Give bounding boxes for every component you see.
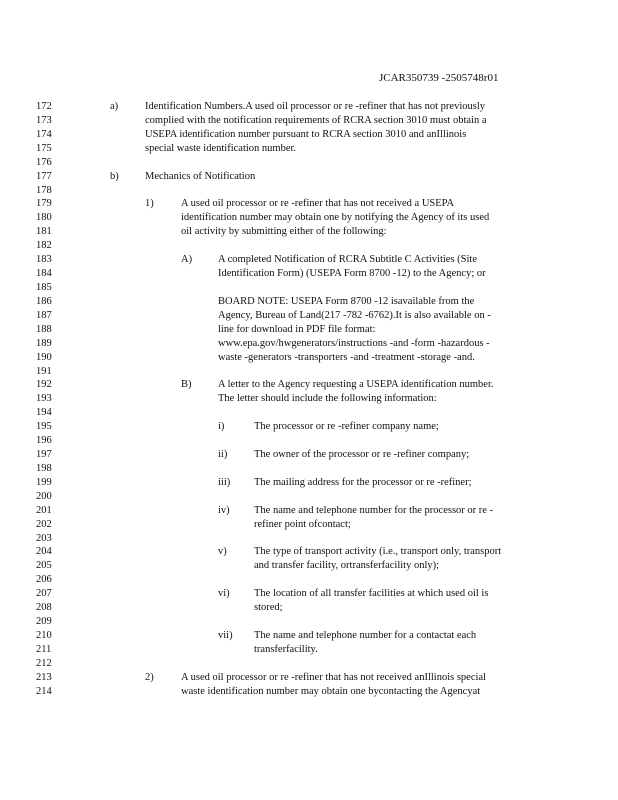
document-line bbox=[0, 197, 618, 211]
line-number: 186 bbox=[36, 295, 52, 307]
document-line bbox=[0, 295, 618, 309]
document-line bbox=[0, 225, 618, 239]
line-number: 210 bbox=[36, 630, 52, 641]
document-line bbox=[0, 671, 618, 685]
line-text: identification number may obtain one by notifying the Agency of its used bbox=[181, 212, 490, 224]
line-number: 179 bbox=[36, 198, 52, 210]
line-text: The name and telephone number for a contactat each bbox=[254, 630, 477, 641]
list-marker: a) bbox=[110, 101, 119, 112]
document-line bbox=[0, 337, 618, 351]
document-line bbox=[0, 281, 618, 295]
line-text: USEPA identification number pursuant to RCRA section 3010 and anIllinois bbox=[145, 128, 467, 140]
document-line bbox=[0, 518, 618, 532]
document-line bbox=[0, 462, 618, 476]
line-number: 188 bbox=[36, 323, 52, 335]
document-line bbox=[0, 629, 618, 643]
document-line bbox=[0, 587, 618, 601]
line-text: waste identification number may obtain one bycontacting the Agencyat bbox=[181, 685, 481, 697]
document-line bbox=[0, 392, 618, 406]
document-line bbox=[0, 490, 618, 504]
line-text: A used oil processor or re -refiner that has not received a USEPA bbox=[181, 198, 455, 210]
line-number: 181 bbox=[36, 226, 52, 238]
line-number: 178 bbox=[36, 184, 52, 196]
line-text: Mechanics of Notification bbox=[145, 170, 256, 182]
line-number: 212 bbox=[36, 657, 52, 669]
document-line bbox=[0, 253, 618, 267]
document-line bbox=[0, 504, 618, 518]
line-text: www.epa.gov/hwgenerators/instructions -and -form -hazardous - bbox=[218, 337, 490, 349]
document-line bbox=[0, 239, 618, 253]
list-marker: vi) bbox=[218, 588, 230, 600]
document-id-header: JCAR350739 -2505748r01 bbox=[379, 72, 499, 84]
line-text: oil activity by submitting either of the following: bbox=[181, 226, 387, 238]
document-line bbox=[0, 184, 618, 198]
list-marker: iv) bbox=[218, 504, 230, 516]
line-number: 175 bbox=[36, 142, 52, 154]
line-number: 203 bbox=[36, 532, 52, 544]
document-line bbox=[0, 657, 618, 671]
line-number: 199 bbox=[36, 476, 52, 488]
line-text: Identification Numbers.A used oil processor or re -refiner that has not previously bbox=[145, 101, 485, 112]
line-number: 198 bbox=[36, 462, 52, 474]
line-text: BOARD NOTE: USEPA Form 8700 -12 isavailable from the bbox=[218, 295, 475, 307]
line-number: 191 bbox=[36, 365, 52, 377]
document-line bbox=[0, 170, 618, 184]
document-line bbox=[0, 601, 618, 615]
line-number: 204 bbox=[36, 546, 52, 558]
line-number: 195 bbox=[36, 421, 52, 433]
line-text: The type of transport activity (i.e., transport only, transport bbox=[254, 546, 502, 558]
line-number: 201 bbox=[36, 504, 52, 516]
line-number: 205 bbox=[36, 560, 52, 572]
line-number: 172 bbox=[36, 101, 52, 112]
list-marker: iii) bbox=[218, 476, 231, 488]
line-number: 196 bbox=[36, 435, 52, 447]
line-number: 173 bbox=[36, 114, 52, 126]
document-line bbox=[0, 156, 618, 170]
line-number: 193 bbox=[36, 393, 52, 405]
line-text: The mailing address for the processor or re -refiner; bbox=[254, 476, 472, 488]
line-text: A completed Notification of RCRA Subtitle C Activities (Site bbox=[218, 254, 477, 266]
line-number: 211 bbox=[36, 643, 52, 655]
line-text: line for download in PDF file format: bbox=[218, 323, 376, 335]
line-text: A used oil processor or re -refiner that has not received anIllinois special bbox=[181, 671, 486, 683]
line-number: 206 bbox=[36, 574, 52, 586]
document-line bbox=[0, 643, 618, 657]
line-text: A letter to the Agency requesting a USEPA identification number. bbox=[218, 379, 494, 391]
line-number: 185 bbox=[36, 282, 52, 293]
document-line bbox=[0, 128, 618, 142]
line-text: special waste identification number. bbox=[145, 142, 297, 154]
line-text: and transfer facility, ortransferfacility only); bbox=[254, 560, 440, 572]
line-text: The processor or re -refiner company name; bbox=[254, 421, 439, 433]
line-text: The name and telephone number for the processor or re - bbox=[254, 504, 494, 516]
line-number: 207 bbox=[36, 588, 52, 600]
line-number: 177 bbox=[36, 170, 52, 182]
document-line bbox=[0, 211, 618, 225]
line-number: 180 bbox=[36, 212, 52, 224]
line-number: 209 bbox=[36, 616, 52, 627]
document-line bbox=[0, 100, 618, 114]
line-number: 200 bbox=[36, 490, 52, 502]
document-line bbox=[0, 559, 618, 573]
document-line bbox=[0, 378, 618, 392]
list-marker: B) bbox=[181, 379, 192, 391]
line-number: 213 bbox=[36, 671, 52, 683]
line-text: refiner point ofcontact; bbox=[254, 518, 351, 530]
line-number: 183 bbox=[36, 254, 52, 266]
line-text: The letter should include the following information: bbox=[218, 393, 437, 405]
document-line bbox=[0, 615, 618, 629]
document-line bbox=[0, 434, 618, 448]
line-text: The location of all transfer facilities at which used oil is bbox=[254, 588, 489, 600]
list-marker: 1) bbox=[145, 198, 154, 210]
line-number: 176 bbox=[36, 156, 52, 168]
document-line bbox=[0, 420, 618, 434]
document-line bbox=[0, 476, 618, 490]
line-number: 208 bbox=[36, 602, 52, 614]
document-line bbox=[0, 545, 618, 559]
line-number: 194 bbox=[36, 407, 52, 419]
document-line bbox=[0, 448, 618, 462]
line-number: 189 bbox=[36, 337, 52, 349]
list-marker: i) bbox=[218, 421, 225, 433]
line-text: waste -generators -transporters -and -treatment -storage -and. bbox=[218, 351, 475, 363]
document-line bbox=[0, 323, 618, 337]
document-line bbox=[0, 351, 618, 365]
line-number: 184 bbox=[36, 268, 52, 279]
line-number: 187 bbox=[36, 309, 52, 321]
document-line bbox=[0, 309, 618, 323]
line-number: 190 bbox=[36, 351, 52, 363]
line-text: Identification Form) (USEPA Form 8700 -12) to the Agency; or bbox=[218, 268, 486, 279]
line-text: Agency, Bureau of Land(217 -782 -6762).It is also available on - bbox=[218, 309, 491, 321]
document-line bbox=[0, 685, 618, 699]
document-line bbox=[0, 267, 618, 281]
line-number: 214 bbox=[36, 685, 52, 697]
list-marker: ii) bbox=[218, 449, 228, 460]
list-marker: b) bbox=[110, 170, 119, 182]
list-marker: vii) bbox=[218, 630, 233, 641]
list-marker: A) bbox=[181, 254, 193, 266]
line-number: 202 bbox=[36, 518, 52, 530]
line-text: transferfacility. bbox=[254, 643, 318, 655]
list-marker: v) bbox=[218, 546, 227, 558]
line-text: The owner of the processor or re -refiner company; bbox=[254, 449, 470, 460]
line-number: 197 bbox=[36, 449, 52, 460]
document-line bbox=[0, 142, 618, 156]
line-number: 174 bbox=[36, 128, 52, 140]
document-line bbox=[0, 573, 618, 587]
document-line bbox=[0, 532, 618, 546]
line-number: 182 bbox=[36, 240, 52, 252]
document-line bbox=[0, 406, 618, 420]
line-text: complied with the notification requirements of RCRA section 3010 must obtain a bbox=[145, 114, 487, 126]
line-text: stored; bbox=[254, 602, 283, 614]
document-line bbox=[0, 365, 618, 379]
document-line bbox=[0, 114, 618, 128]
list-marker: 2) bbox=[145, 671, 154, 683]
line-number: 192 bbox=[36, 379, 52, 391]
